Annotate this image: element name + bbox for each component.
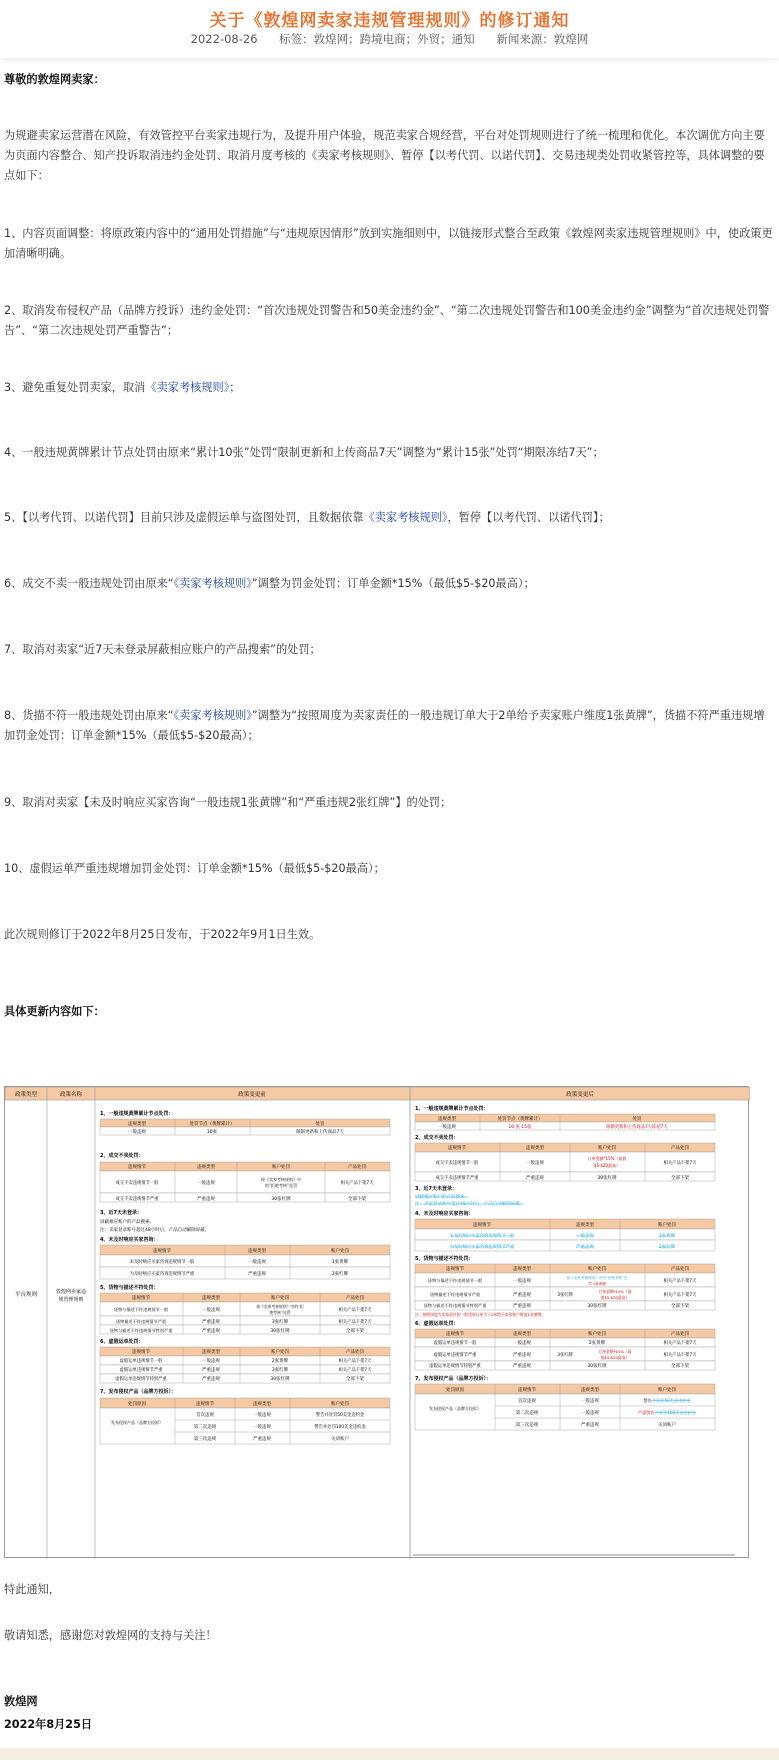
- cell: 订单金额*15%（最: [598, 1289, 632, 1294]
- exam-rule-link[interactable]: 《卖家考核规则》；: [145, 381, 241, 394]
- cell: 严重违规: [526, 1176, 544, 1181]
- section-title: 2、成交不卖处罚：: [415, 1135, 459, 1141]
- cell: 违规类型: [248, 1249, 266, 1254]
- cell: 一般违规: [581, 1399, 599, 1404]
- section-title: 7、发布侵权产品（品牌方投诉）：: [415, 1376, 491, 1382]
- cell: 限制更新和上传商品7天: [296, 1130, 344, 1135]
- before-section-4: [100, 1236, 390, 1279]
- cell: 违规类型: [513, 1332, 531, 1337]
- cell: 一般违规: [253, 1413, 271, 1418]
- cell: 发布侵权产品（品牌方投诉）: [111, 1420, 163, 1425]
- cell: 屏蔽相应账户的产品搜索。: [100, 1220, 154, 1225]
- cell: 严重违规: [197, 1197, 215, 1202]
- item-6-text: 6、成交不卖一般违规处罚由原来“: [4, 577, 174, 590]
- policy-table-image: [5, 1087, 750, 1559]
- exam-rule-link[interactable]: 《卖家考核规则》: [173, 709, 252, 722]
- cell: 限制更新和上传商品7天冻结7天: [606, 1125, 668, 1130]
- cell: 屏蔽相应账户的产品搜索。: [415, 1195, 469, 1200]
- cell: 违规情节: [448, 1146, 466, 1151]
- cell: 发布侵权产品（品牌方投诉）: [429, 1406, 481, 1411]
- cell: 账户处罚: [271, 1350, 289, 1355]
- tags-label: 标签：: [279, 32, 314, 46]
- cell: 违规类型: [253, 1402, 271, 1407]
- cell: 账户处罚: [331, 1402, 349, 1407]
- cell: 相关产品下架7天: [663, 1161, 697, 1166]
- intro-paragraph: 为规避卖家运营潜在风险，有效管控平台卖家违规行为，及提升用户体验，规范卖家合规经营，平台对处罚规则进行了统一梳理和优化。本次调优方向主要为页面内容整合、知产投诉取消违约金处罚、取消月度考核的《卖家考核规则》、暂停【以考代罚、以诺代罚】、交易违规类处罚收紧管控等，具体调整的要点如下：: [4, 129, 765, 182]
- item-8-text: 8、货描不符一般违规处罚由原来“: [4, 709, 174, 722]
- effective-date-text: 此次规则修订于2022年8月25日发布，于2022年9月1日生效。: [4, 928, 321, 941]
- cell: 产品处罚: [671, 1332, 689, 1337]
- cell: 违规情节: [153, 1249, 171, 1254]
- section-title: 3、近7天未登录：: [415, 1186, 457, 1192]
- cell: 注：卖家登录账号超过48小时后，产品自动解除屏蔽。: [100, 1228, 210, 1233]
- policy-comparison-table: [4, 1086, 749, 1558]
- cell: 账户处罚: [598, 1146, 616, 1151]
- cell: 为及时响应买家咨询违规情节严重: [129, 1272, 195, 1277]
- cell: 订单金额*15%（最: [598, 1349, 632, 1354]
- cell: 虚假运单违规情节严重: [433, 1353, 477, 1358]
- cell: 绝考核”处罚: [269, 1310, 291, 1315]
- cell: 相关产品下架7天: [663, 1341, 697, 1346]
- cell: 虚假运单违规情节一般: [433, 1341, 477, 1346]
- item-6: [4, 574, 774, 594]
- cell: 处罚: [315, 1122, 325, 1127]
- cell: 1张黄牌: [658, 1234, 676, 1239]
- notice-closing: 特此通知，: [4, 1583, 60, 1596]
- cell: 处罚原因: [446, 1388, 464, 1393]
- cell: 2张黄牌: [271, 1359, 289, 1364]
- cell: 产品处罚: [671, 1267, 689, 1272]
- exam-rule-link[interactable]: 《卖家考核规则》: [173, 577, 252, 590]
- cell: 30张红牌: [587, 1304, 607, 1309]
- cell: 第三次违规: [515, 1423, 539, 1428]
- after-section-5: [415, 1255, 715, 1317]
- section-title: 1、一般违规黄牌累计节点处罚：: [100, 1111, 174, 1117]
- cell: 3张红牌: [557, 1293, 573, 1298]
- cell: 1张黄牌: [331, 1260, 349, 1265]
- cell: 一般违规: [526, 1161, 544, 1166]
- cell: 违规类型: [526, 1146, 544, 1151]
- cell: 严重警告并处罚100美金违约金: [637, 1410, 697, 1415]
- thanks-text: 敬请知悉，感谢您对敦煌网的支持与关注！: [4, 1629, 217, 1642]
- cell: 严重违规: [202, 1329, 220, 1334]
- cell: $5-$20最高）: [593, 1163, 621, 1168]
- cell: 为及时响应买家咨询违规情节严重: [449, 1245, 515, 1250]
- cell: 货物与描述不符违规情节特别严重: [423, 1303, 487, 1308]
- cell: 相关产品下架7天: [340, 1181, 374, 1186]
- section-title: 7、发布侵权产品（品牌方投诉）：: [100, 1389, 176, 1395]
- cell: 严重违规: [202, 1320, 220, 1325]
- th-policy-type: 政策类型: [14, 1092, 38, 1098]
- cell: 的“拒绝考核”处罚: [264, 1183, 298, 1188]
- item-8: [4, 706, 774, 746]
- item-10: 10、虚假运单严重违规增加罚金处罚：订单金额*15%（最低$5-$20最高）；: [4, 862, 385, 875]
- greeting: 尊敬的敦煌网卖家：: [4, 73, 105, 86]
- cell: 严重违规: [202, 1377, 220, 1382]
- cell: 产品处罚: [671, 1146, 689, 1151]
- cell: 第二次违规: [515, 1411, 539, 1416]
- item-2: 2、取消发布侵权产品（品牌方投诉）违约金处罚：“首次违规处罚警告和50美金违约金”、“第二次违规处罚警告和100美金违约金”调整为“首次违规处罚警告”、“第二次违规处罚严重警告”；: [4, 304, 770, 337]
- cell: 第三次违规: [193, 1437, 217, 1442]
- cell: 相关产品下架7天: [338, 1308, 372, 1313]
- cell: 3张红牌: [271, 1320, 289, 1325]
- cell: 违规情节: [446, 1267, 464, 1272]
- cell: 处罚节点（黄牌累计）: [497, 1117, 543, 1122]
- cell: 账户处罚: [272, 1165, 290, 1170]
- cell: 一般违规: [248, 1260, 266, 1265]
- cell: 一般违规: [581, 1411, 599, 1416]
- cell: 货物与描述不符违规情节一般: [427, 1278, 483, 1283]
- tags-group: [279, 32, 475, 46]
- cell: 低$5-$20最高）: [600, 1295, 630, 1300]
- cell: 一般违规: [202, 1359, 220, 1364]
- row-policy-name: 敦煌网卖家违: [55, 1289, 87, 1295]
- cell: 处罚: [632, 1117, 642, 1122]
- publish-date: 2022-08-26: [190, 32, 258, 46]
- cell: 虚假运单违规情节特别严重: [429, 1364, 481, 1369]
- cell: 3张红牌: [557, 1353, 573, 1358]
- cell: 严重违规: [513, 1304, 531, 1309]
- cell: 货物与描述不符违规情节特别严重: [109, 1328, 173, 1333]
- article-header: [0, 0, 779, 58]
- cell: 按《卖家考核规则》中的“拒绝考核”处: [566, 1276, 628, 1280]
- cell: 账户处罚: [588, 1332, 606, 1337]
- cell: 违规类型: [202, 1296, 220, 1301]
- cell: 30张红牌: [597, 1176, 617, 1181]
- severe-warn-text: 严重警告: [637, 1410, 655, 1415]
- cell: 违规类型: [581, 1388, 599, 1393]
- cell: 30张红牌: [270, 1329, 290, 1334]
- cell: 违规类型: [128, 1122, 146, 1127]
- cell: 账户处罚: [271, 1296, 289, 1301]
- cell: 严重违规: [581, 1423, 599, 1428]
- cell: 违规类型: [438, 1117, 456, 1122]
- section-title: 2、成交不卖处罚：: [100, 1153, 144, 1159]
- th-before: 政策变更前: [238, 1092, 266, 1098]
- cell: 违规情节: [518, 1388, 536, 1393]
- item-4: 4、一般违规黄牌累计节点处罚由原来“累计10张”处罚“限制更新和上传商品7天”调整为“累计15张”处罚“期限冻结7天”；: [4, 446, 604, 459]
- cell: 违规情节: [196, 1402, 214, 1407]
- before-section-5: [100, 1284, 390, 1334]
- cell: 相关产品下架7天: [663, 1353, 697, 1358]
- row-policy-type: 平台规则: [14, 1292, 38, 1298]
- source-group: [496, 32, 588, 46]
- cell: 全部下架: [671, 1304, 689, 1309]
- section-title: 4、未及时响应买家咨询：: [415, 1211, 474, 1217]
- cell: 一般违规: [438, 1125, 456, 1130]
- cell: 相关产品下架7天: [663, 1279, 697, 1284]
- cell: 相关产品下架7天: [338, 1368, 372, 1373]
- cell: 订单金额*15%（最低: [587, 1156, 627, 1161]
- cell: 3张红牌: [271, 1368, 289, 1373]
- cell: 处罚节点（黄牌累计）: [189, 1122, 235, 1127]
- before-section-6: [100, 1338, 390, 1383]
- cell: 严重违规: [576, 1245, 594, 1250]
- cell: 关闭账户: [658, 1423, 676, 1428]
- after-section-6: [415, 1320, 715, 1370]
- cell: 30张红牌: [271, 1197, 291, 1202]
- cell: 账户处罚: [658, 1223, 676, 1228]
- source-value: 敦煌网: [553, 32, 589, 46]
- cell: 第二次违规: [193, 1425, 217, 1430]
- cell: 虚假运单违规情节特别严重: [115, 1377, 167, 1382]
- cell: 虚假运单违规情节一般: [119, 1359, 163, 1364]
- cell: 货物描述不符违规情节严重: [115, 1319, 167, 1324]
- cell: 一般违规: [128, 1130, 146, 1135]
- cell: 严重违规: [513, 1353, 531, 1358]
- item-6-text-end: ”调整为罚金处罚：订单金额*15%（最低$5-$20最高）；: [251, 577, 535, 590]
- cell: 一般违规: [576, 1234, 594, 1239]
- cell: 产品处罚: [346, 1350, 364, 1355]
- cell: 低$5-$20最高）: [600, 1355, 630, 1360]
- section-title: 5、货物与描述不符处罚：: [415, 1256, 474, 1262]
- cell: 货物描述不符违规情节严重: [429, 1292, 481, 1297]
- tags-value[interactable]: 敦煌网；跨境电商；外贸；通知: [313, 32, 475, 46]
- after-section-1: [415, 1105, 715, 1130]
- after-section-7: [415, 1375, 715, 1430]
- cell: 注：卖家登录账号超过48小时后，产品自动解除屏蔽。: [415, 1202, 525, 1207]
- cell: 严重违规: [248, 1272, 266, 1277]
- cell: 全部下架: [671, 1364, 689, 1369]
- cell: 按《卖家考核规则》中: [261, 1177, 301, 1182]
- item-9: 9、取消对卖家【未及时响应买家咨询“一般违规1张黄牌”和“严重违规2张红牌”】的处罚；: [4, 796, 452, 809]
- cell: 货物与描述不符违规情节一般: [113, 1307, 169, 1312]
- before-section-3: [100, 1209, 209, 1233]
- item-5-text: 5、【以考代罚、以诺代罚】目前只涉及虚假运单与盗图处罚，且数据依靠: [4, 511, 364, 524]
- cell: 全部下架: [348, 1197, 366, 1202]
- section-title: 6、虚假运单处罚：: [100, 1339, 144, 1345]
- section-title: 4、未及时响应买家咨询：: [100, 1237, 159, 1243]
- cell: 违规类型: [576, 1223, 594, 1228]
- source-label: 新闻来源：: [496, 32, 554, 46]
- cell: 10 张 15张: [508, 1125, 532, 1130]
- cell: 30张红牌: [587, 1364, 607, 1369]
- cell: 成交不卖违规情节严重: [435, 1176, 479, 1181]
- cell: 10张: [206, 1130, 218, 1135]
- cell: 相关产品下架7天: [338, 1320, 372, 1325]
- before-section-1: [100, 1110, 390, 1135]
- cell: 警告并处罚100美金违约金: [314, 1425, 366, 1430]
- cell: 一般违规: [202, 1308, 220, 1313]
- before-section-2: [100, 1152, 390, 1202]
- page-title: 关于《敦煌网卖家违规管理规则》的修订通知: [209, 11, 570, 31]
- item-8-text-end: ”调整为“按照周度为卖家责任的一般违规订单大于2单给予卖家账户维度1张黄牌”，货描不符严重违规增加罚金处罚：订单金额*15%（最低$5-$20最高）；: [4, 709, 765, 742]
- cell: 严重违规: [513, 1364, 531, 1369]
- cell: 账户处罚: [658, 1388, 676, 1393]
- item-3: [4, 378, 774, 398]
- cell: 违规类型: [513, 1267, 531, 1272]
- cell: 产品处罚: [348, 1165, 366, 1170]
- after-section-3: [415, 1185, 524, 1207]
- cell: 违规情节: [132, 1350, 150, 1355]
- update-heading: 具体更新内容如下：: [4, 1005, 105, 1018]
- item-1: 1、内容页面调整：将原政策内容中的“通用处罚措施”与“违规原因情形”放到实施细则中，以链接形式整合至政策《敦煌网卖家违规管理规则》中，使政策更加清晰明确。: [4, 227, 773, 260]
- signature-date: 2022年8月25日: [4, 1718, 93, 1731]
- cell: 一般违规: [253, 1425, 271, 1430]
- cell: 成交不卖违规情节严重: [115, 1197, 159, 1202]
- cell: 成交不卖违规情节一般: [115, 1181, 159, 1186]
- before-section-7: [100, 1388, 390, 1444]
- cell: 一般违规: [197, 1181, 215, 1186]
- th-after: 政策变更后: [566, 1092, 594, 1098]
- cell: 未及时响应买家咨询违规情节一般: [449, 1234, 515, 1239]
- th-policy-name: 政策名称: [59, 1092, 83, 1098]
- cell: 30张红牌: [270, 1377, 290, 1382]
- cell: 首次违规: [196, 1413, 214, 1418]
- section-title: 6、虚假运单处罚：: [415, 1321, 459, 1327]
- cell: 2张红牌: [658, 1245, 676, 1250]
- article-meta: [0, 31, 779, 47]
- item-7: 7、取消对卖家“近7天未登录屏蔽相应账户的产品搜索”的处罚；: [4, 643, 321, 656]
- cell: 账户处罚: [588, 1267, 606, 1272]
- item-5-text-end: ，暂停【以考代罚、以诺代罚】；: [447, 511, 610, 524]
- cell: 罚 1张黄牌: [588, 1282, 606, 1286]
- section-title: 3、近7天未登录：: [100, 1210, 142, 1216]
- cell: 全部下架: [346, 1329, 364, 1334]
- section-title: 1、一般违规黄牌累计节点处罚：: [415, 1106, 489, 1112]
- cell: 违规情节: [128, 1165, 146, 1170]
- cell: 违规情节: [132, 1296, 150, 1301]
- item-5: [4, 508, 774, 528]
- cell: 成交不卖违规情节一般: [435, 1161, 479, 1166]
- cell: 关闭账户: [331, 1437, 349, 1442]
- cell: 违规类型: [197, 1165, 215, 1170]
- cell: 严重违规: [253, 1437, 271, 1442]
- warn-text: 警告: [643, 1398, 652, 1403]
- cell: 警告并处罚50美金违约金: [643, 1398, 691, 1403]
- cell: 违规类型: [202, 1350, 220, 1355]
- cell: 处罚原因: [128, 1402, 146, 1407]
- cell: 警告并处罚50美金违约金: [315, 1413, 365, 1418]
- item-3-text: 3、避免重复处罚卖家，取消: [4, 381, 146, 394]
- cell: 相关产品下架7天: [338, 1359, 372, 1364]
- cell: 违规情节: [446, 1332, 464, 1337]
- cell: 按《卖家考核规则》中的“拒: [256, 1304, 304, 1309]
- cell: 全部下架: [671, 1176, 689, 1181]
- cell: 虚假运单违规情节严重: [119, 1368, 163, 1373]
- after-section-4: [415, 1210, 715, 1251]
- cell: 注：按照周度为卖家责任的一般违规订单大于2单给予卖家账户维度1张黄牌。: [415, 1312, 546, 1317]
- signature: 敦煌网: [4, 1695, 38, 1708]
- row-policy-name-2: 规管理规则: [58, 1297, 84, 1303]
- cell: 严重违规: [513, 1293, 531, 1298]
- page-footer-bar: [0, 1748, 779, 1760]
- cell: 2张黄牌: [588, 1341, 606, 1346]
- cell: 2张红牌: [331, 1272, 349, 1277]
- exam-rule-link[interactable]: 《卖家考核规则》: [363, 511, 448, 524]
- cell: 账户处罚: [331, 1249, 349, 1254]
- after-section-2: [415, 1134, 715, 1181]
- cell: 违规情节: [473, 1223, 491, 1228]
- cell: 一般违规: [513, 1341, 531, 1346]
- cell: 全部下架: [346, 1377, 364, 1382]
- cell: 相关产品下架7天: [663, 1293, 697, 1298]
- section-title: 5、货物与描述不符处罚：: [100, 1285, 159, 1291]
- cell: 一般违规: [513, 1279, 531, 1284]
- cell: 未及时响应买家咨询违规情节一般: [129, 1260, 195, 1265]
- cell: 产品处罚: [346, 1296, 364, 1301]
- cell: 严重违规: [202, 1368, 220, 1373]
- cell: 首次违规: [518, 1399, 536, 1404]
